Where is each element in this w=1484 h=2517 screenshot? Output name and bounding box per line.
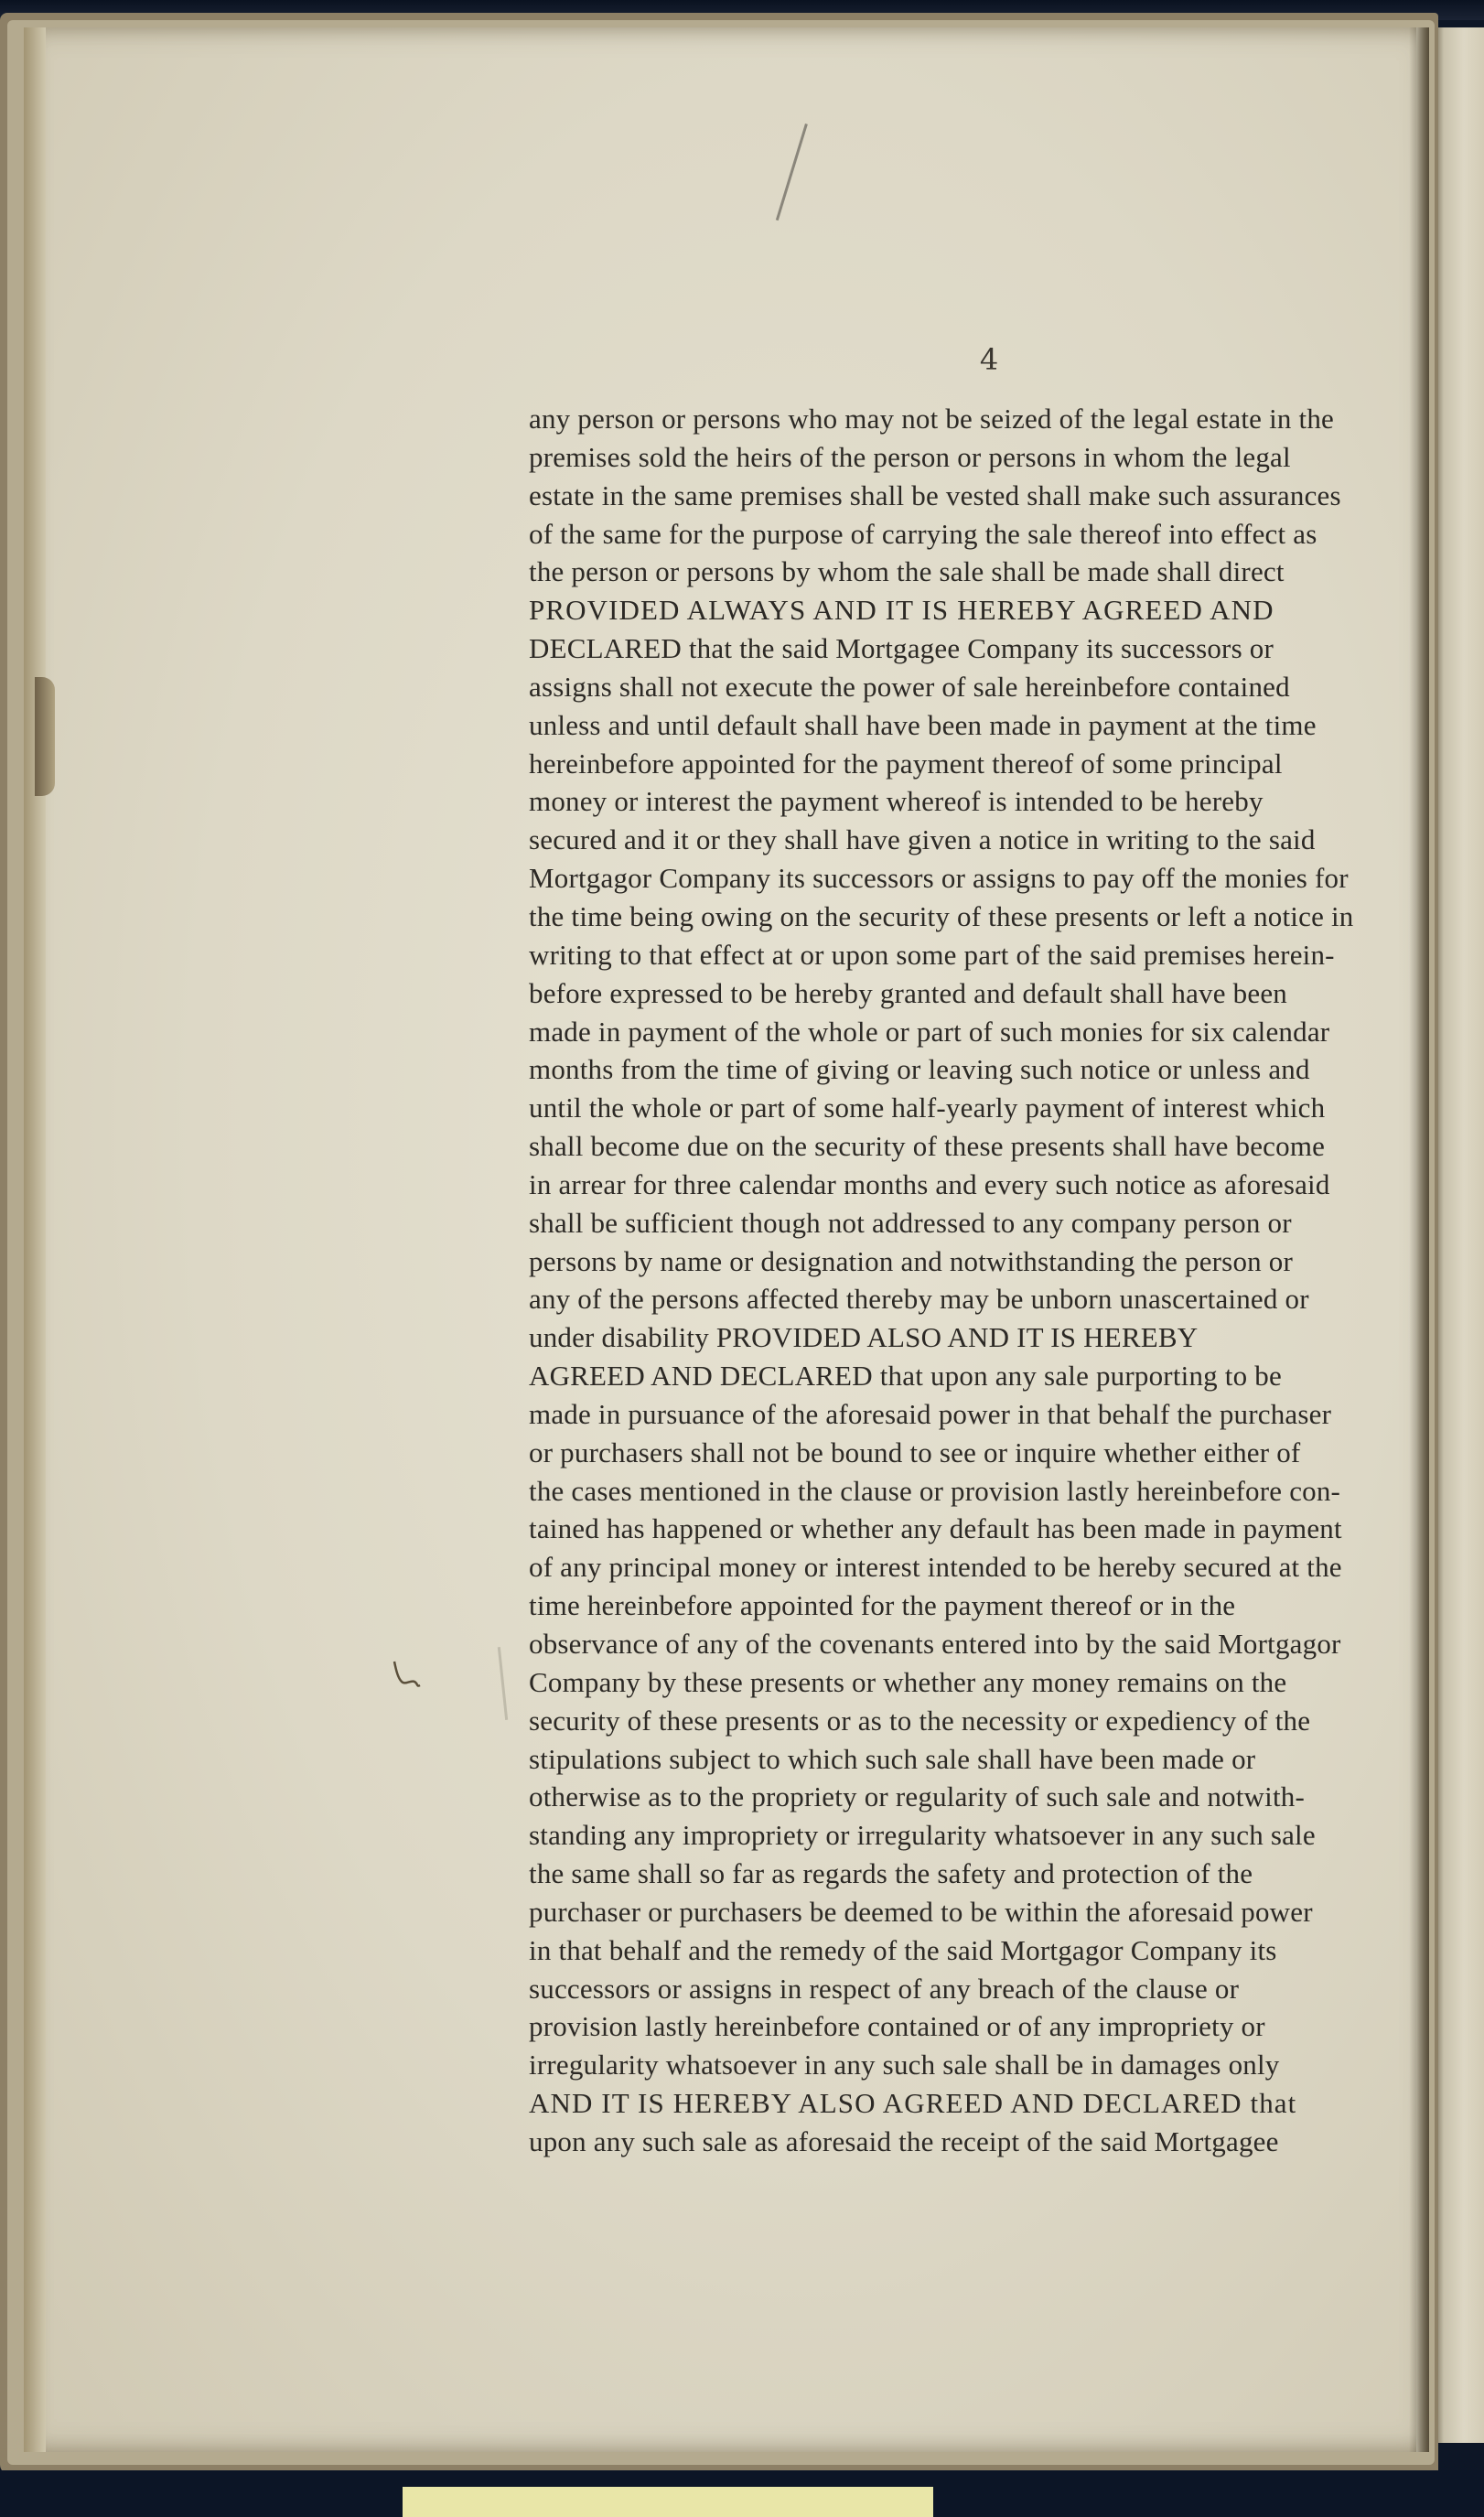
page-left-edge <box>24 27 46 2452</box>
page-number: 4 <box>979 342 999 377</box>
text-line: in that behalf and the remedy of the said Mortgagor Company its <box>529 1933 1277 1966</box>
text-line: assigns shall not execute the power of sale hereinbefore contained <box>529 670 1290 703</box>
text-line: observance of any of the covenants entered into by the said Mortgagor <box>529 1628 1341 1660</box>
text-line: or purchasers shall not be bound to see or inquire whether either of <box>529 1436 1301 1468</box>
text-line: upon any such sale as aforesaid the receipt of the said Mortgagee <box>529 2124 1279 2157</box>
text-line: PROVIDED ALWAYS AND IT IS HEREBY AGREED AND <box>529 594 1274 627</box>
text-line: money or interest the payment whereof is intended to be hereby <box>529 785 1264 818</box>
ink-squiggle-mark <box>389 1658 424 1691</box>
text-line: AND IT IS HEREBY ALSO AGREED AND DECLARED that <box>529 2087 1297 2120</box>
text-line: under disability PROVIDED ALSO AND IT IS HEREBY <box>529 1321 1199 1354</box>
text-line: otherwise as to the propriety or regularity of such sale and notwith- <box>529 1780 1305 1813</box>
text-line: secured and it or they shall have given a notice in writing to the said <box>529 823 1316 856</box>
text-line: of any principal money or interest intended to be hereby secured at the <box>529 1551 1342 1584</box>
text-line: shall be sufficient though not addressed to any company person or <box>529 1206 1292 1239</box>
text-line: until the whole or part of some half-yearly payment of interest which <box>529 1092 1326 1124</box>
text-line: Mortgagor Company its successors or assigns to pay off the monies for <box>529 862 1349 895</box>
gutter-shadow <box>1409 27 1429 2452</box>
text-line: purchaser or purchasers be deemed to be within the aforesaid power <box>529 1895 1313 1928</box>
text-line: security of these presents or as to the necessity or expediency of the <box>529 1704 1311 1737</box>
text-line: Company by these presents or whether any money remains on the <box>529 1665 1287 1698</box>
text-line: in arrear for three calendar months and every such notice as aforesaid <box>529 1167 1330 1200</box>
text-line: successors or assigns in respect of any breach of the clause or <box>529 1972 1240 2005</box>
text-line: of the same for the purpose of carrying the sale thereof into effect as <box>529 517 1317 550</box>
text-line: shall become due on the security of these presents shall have become <box>529 1130 1326 1163</box>
text-line: time hereinbefore appointed for the payment thereof or in the <box>529 1589 1236 1622</box>
text-line: stipulations subject to which such sale shall have been made or <box>529 1742 1256 1775</box>
text-line: any of the persons affected thereby may be unborn unascertained or <box>529 1283 1309 1316</box>
text-line: made in payment of the whole or part of such monies for six calendar <box>529 1015 1330 1048</box>
text-line: estate in the same premises shall be vested shall make such assurances <box>529 479 1341 511</box>
text-line: irregularity whatsoever in any such sale shall be in damages only <box>529 2049 1280 2081</box>
text-line: premises sold the heirs of the person or persons in whom the legal <box>529 440 1291 473</box>
text-line: the time being owing on the security of these presents or left a notice in <box>529 899 1354 932</box>
binding-clip <box>35 677 55 796</box>
text-line: persons by name or designation and notwithstanding the person or <box>529 1244 1294 1277</box>
text-line: AGREED AND DECLARED that upon any sale purporting to be <box>529 1360 1282 1393</box>
text-line: DECLARED that the said Mortgagee Company its successors or <box>529 632 1274 665</box>
text-line: made in pursuance of the aforesaid power in that behalf the purchaser <box>529 1397 1332 1430</box>
text-line: tained has happened or whether any default has been made in payment <box>529 1512 1342 1545</box>
bottom-tab <box>403 2487 933 2517</box>
text-line: writing to that effect at or upon some part of the said premises herein- <box>529 938 1335 971</box>
text-line: the person or persons by whom the sale shall be made shall direct <box>529 555 1285 588</box>
body-text <box>529 400 1409 2161</box>
text-line: provision lastly hereinbefore contained or of any impropriety or <box>529 2010 1265 2043</box>
text-line: unless and until default shall have been made in payment at the time <box>529 708 1317 741</box>
text-line: months from the time of giving or leaving such notice or unless and <box>529 1053 1310 1086</box>
text-line: hereinbefore appointed for the payment thereof of some principal <box>529 747 1283 780</box>
text-line: any person or persons who may not be seized of the legal estate in the <box>529 403 1335 435</box>
text-line: the same shall so far as regards the safety and protection of the <box>529 1857 1253 1890</box>
text-line: before expressed to be hereby granted and default shall have been <box>529 976 1287 1009</box>
text-line: the cases mentioned in the clause or provision lastly hereinbefore con- <box>529 1474 1341 1507</box>
text-line: standing any impropriety or irregularity whatsoever in any such sale <box>529 1819 1316 1852</box>
